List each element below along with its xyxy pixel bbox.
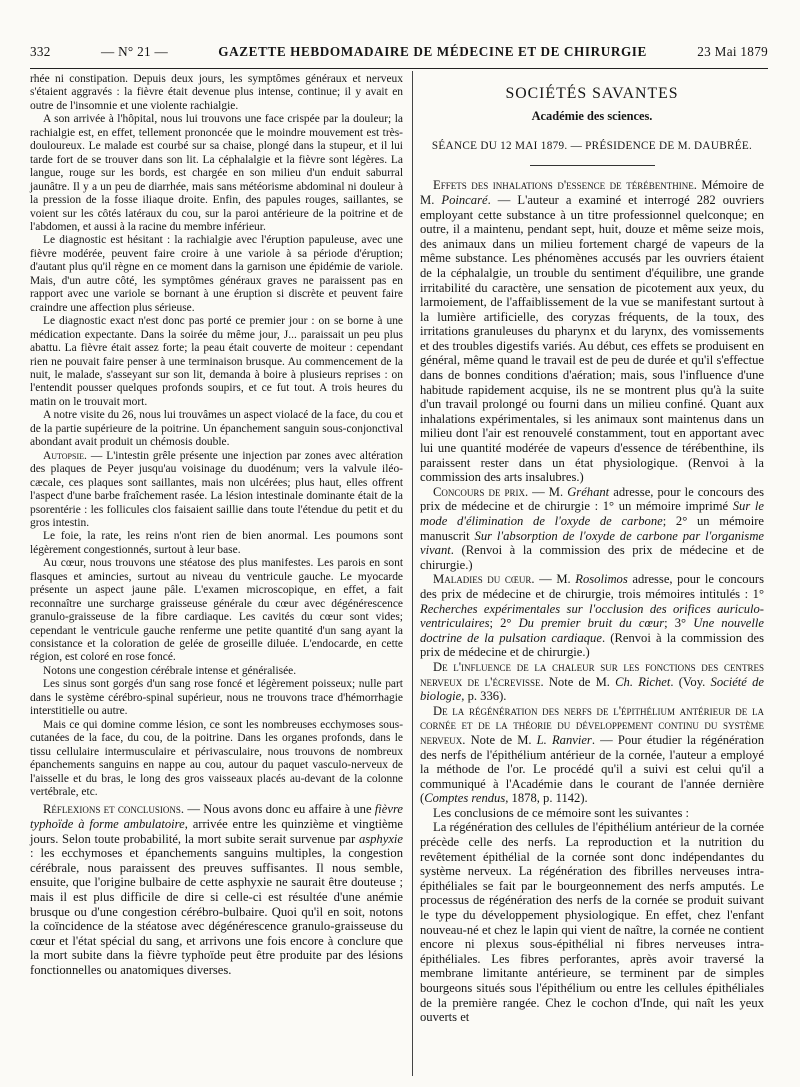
page-number: 332	[30, 44, 51, 59]
paragraph	[30, 450, 403, 531]
journal-title: GAZETTE HEBDOMADAIRE DE MÉDECINE ET DE CHIRURGIE	[218, 44, 647, 59]
paragraph: rhée ni constipation. Depuis deux jours, les symptômes généraux et nerveux s'étaient aggravés : la fièvre était devenue plus intense, continue; il y avait en outre de l'insomnie et une violente rachialgie.	[30, 73, 403, 112]
report-entry: Effets des inhalations d'essence de térébenthine. Mémoire de M. Poincaré. — L'auteur a examiné et interrogé 282 ouvriers employant cette substance à un titre professionnel quelconque; en outre, il a maintenu, pendant sept, huit, douze et même seize mois, des animaux dans un milieu fortement chargé de vapeurs de la même substance. Les phénomènes accusés par les ouvriers étaient de la céphalalgie, un trouble du sentiment d'équilibre, une grande irritabilité du caractère, une sensation de picotement aux yeux, du larmoiement, de l'affaiblissement de la vue se manifestant surtout à la lumière artificielle, des coryzas fréquents, de la toux, des irritations granuleuses du pharynx et du larynx, des vomissements et des troubles digestifs variés. Au début, ces effets se produisent en général, même quand le travail est de peu de durée et qu'il s'effectue dans de bonnes conditions d'aération; mais, sous l'influence d'une habitude rapidement acquise, ils ne se montrent plus qu'à la suite d'un travail prolongé ou fourni dans un milieu confiné. Quant aux inhalations expérimentales, si les animaux sont maintenus dans un milieu dont l'air est renouvelé constamment, tout en apportant avec lui une quantité modérée de vapeurs d'essence de térébenthine, ils paraissent rester dans un état physiologique. (Renvoi à la commission des arts insalubres.)	[420, 178, 764, 485]
paragraph: Le diagnostic exact n'est donc pas porté ce premier jour : on se borne à une médication expectante. Dans la soirée du même jour, J... paraissait un peu plus abattu. La fièvre était assez forte; la peau était couverte de moiteur : cependant rien ne pouvait faire penser à une terminaison brusque. Au commencement de la nuit, le malade, s'asseyant sur son lit, demanda à boire à plusieurs reprises : on l'entendit pousser quelques profonds soupirs, et ce fut tout. A trois heures du matin on le trouvait mort.	[30, 315, 403, 408]
paragraph: Notons une congestion cérébrale intense et généralisée.	[43, 664, 297, 677]
paragraph: Les conclusions de ce mémoire sont les suivantes :	[433, 805, 690, 820]
academy-heading: Académie des sciences.	[531, 109, 653, 124]
paragraph: A notre visite du 26, nous lui trouvâmes un aspect violacé de la face, du cou et de la partie supérieure de la poitrine. Un épanchement sanguin sous-conjonctival abondant avait produit un chémosis double.	[30, 409, 403, 449]
report-entry: Maladies du cœur. — M. Rosolimos adresse, pour le concours des prix de médecine et de chirurgie, trois mémoires intitulés : 1° Recherches expérimentales sur l'occlusion des orifices auriculo-ventriculaires; 2° Du premier bruit du cœur; 3° Une nouvelle doctrine de la pulsation cardiaque. (Renvoi à la commission des prix de médecine et de chirurgie.)	[420, 572, 764, 660]
issue-date: 23 Mai 1879	[697, 44, 768, 59]
report-entry: Concours de prix. — M. Gréhant adresse, pour le concours des prix de médecine et de chirurgie : 1° un mémoire imprimé Sur le mode d'élimination de l'oxyde de carbone; 2° un mémoire manuscrit Sur l'absorption de l'oxyde de carbone par l'organisme vivant. (Renvoi à la commission des prix de médecine et de chirurgie.)	[420, 484, 765, 572]
paragraph: La régénération des cellules de l'épithélium antérieur de la cornée précède celle des nerfs. La reproduction et la nutrition du revêtement épithélial de la cornée sont donc indépendantes du système nerveux. La régénération des fibrilles nerveuses intra-épithéliales se fait par le bourgeonnement des nerfs amputés. Le processus de régénération des nerfs de la cornée se produit suivant le type du développement physiologique. En effet, chez l'enfant nouveau-né et chez le lapin qui vient de naître, la cornée ne contient encore ni plexus sous-épithélial ni fibres nerveuses intra-épithéliales. Les fibres perforantes, après avoir traversé la membrane limitante antérieure, se terminent par de simples bourgeons situés sous l'épithélium ou entre les cellules épithéliales de la première rangée. Chez le cochon d'Inde, qui naît les yeux ouverts et	[420, 820, 764, 1025]
section-title: SOCIÉTÉS SAVANTES	[505, 85, 679, 102]
report-entry: De l'influence de la chaleur sur les fonctions des centres nerveux de l'écrevisse. Note de M. Ch. Richet. (Voy. Société de biologie, p. 336).	[420, 659, 764, 704]
author-name: L. Ranvier	[536, 732, 592, 747]
paragraph: Mais ce qui domine comme lésion, ce sont les nombreuses ecchymoses sous-cutanées de la face, du cou, de la poitrine. Dans les organes profonds, dans le tissu cellulaire intermusculaire et périvasculaire, nous trouvons de nombreux épanchements sanguins en nappe au cou, autour du paquet vasculo-nerveux de l'aisselle et du bras, le long des gros vaisseaux placés au-devant de la colonne vertébrale, etc.	[30, 718, 403, 799]
author-name: Poincaré	[441, 192, 488, 207]
paragraph: Le diagnostic est hésitant : la rachialgie avec l'éruption papuleuse, avec une fièvre modérée, peuvent faire croire à une variole à sa période d'éruption; d'autant plus qu'il règne en ce moment dans la garnison une épidémie de variole. Mais, d'un autre côté, les symptômes généraux graves ne paraissent pas en rapport avec une variole se bornant à une éruption si discrète et peuvent faire craindre une affection plus sérieuse.	[30, 234, 403, 314]
paragraph-text: — L'intestin grêle présente une injection par zones avec altération des plaques de Peyer jusqu'au voisinage du duodénum; vers la valvule iléo-cæcale, ces plaques sont saillantes, mais non ulcérées; plus haut, elles offrent l'aspect d'une barbe fraîchement rasée. La lésion intestinale dominante était de la psorentérie : les follicules clos faisaient saillie dans toute l'étendue du petit et du gros intestin.	[30, 449, 403, 529]
author-name: Gréhant	[567, 484, 610, 499]
paragraph: Au cœur, nous trouvons une stéatose des plus manifestes. Les parois en sont flasques et amincies, surtout au niveau du ventricule gauche. Le myocarde présente un aspect jaune pâle. L'examen microscopique, en effet, a fait reconnaître une surcharge graisseuse générale du cœur avec dégénérescence granulo-graisseuse de la fibre cardiaque. Les cavités du cœur sont vides; cependant le ventricule gauche renferme une petite quantité d'un sang ayant la consistance et la coloration de gelée de groseille diluée. L'endocarde, en cette région, est coloré en rose foncé.	[30, 557, 403, 664]
running-header	[30, 44, 768, 66]
paragraph: A son arrivée à l'hôpital, nous lui trouvons une face crispée par la douleur; la rachialgie est, en effet, tellement prononcée que le moindre mouvement est très-douloureux. Le malade est courbé sur sa chaise, plongé dans la stupeur, et il lui tarde fort de se trouver dans son lit. La céphalalgie et la fièvre sont légères. La langue, rouge sur les bords, est chargée en son milieu d'un enduit saburral jaunâtre. Il y a un peu de diarrhée, mais sans météorisme abdominal ni douleur à la pression de la fosse iliaque droite. Enfin, des papules rouges, saillantes, se voient sur les côtés latéraux du cou, sur la paroi antérieure de la poitrine et de l'abdomen, et aussi à la racine du membre inférieur.	[30, 113, 403, 233]
paragraph: Les sinus sont gorgés d'un sang rose foncé et légèrement poisseux; nulle part dans le système cérébro-spinal supérieur, nous ne trouvons trace d'hémorrhagie interstitielle ou autre.	[30, 678, 403, 718]
reflexions-label: Réflexions et conclusions.	[43, 802, 185, 817]
author-name: Ch. Richet	[615, 674, 671, 689]
seance-heading: SÉANCE DU 12 MAI 1879. — PRÉSIDENCE DE M. DAUBRÉE.	[431, 139, 753, 152]
issue-number: — N° 21 —	[101, 44, 168, 59]
report-entry: De la régénération des nerfs de l'épithélium antérieur de la cornée et de la théorie du développement continu du système nerveux. Note de M. L. Ranvier. — Pour étudier la régénération des nerfs de l'épithélium antérieur de la cornée, l'auteur a employé la méthode de l'or. Le procédé qu'il a suivi est celui qu'il a communiqué à l'Académie dans le courant de l'année dernière (Comptes rendus, 1878, p. 1142).	[420, 703, 764, 806]
conclusions-paragraph: Réflexions et conclusions. — Nous avons donc eu affaire à une fièvre typhoïde à forme ambulatoire, arrivée entre les quinzième et vingtième jours. Selon toute probabilité, la mort subite serait survenue par asphyxie : les ecchymoses et épanchements sanguins multiples, la congestion cérébrale, nous paraissent des preuves suffisantes. Il nous semble, ensuite, que l'origine bulbaire de cette asphyxie ne saurait être douteuse ; mais il est plus difficile de dire si celle-ci est résultée d'une anémie brusque ou d'une congestion cérébro-bulbaire. Quoi qu'il en soit, notons la coïncidence de la stéatose avec dégénérescence granulo-graisseuse du cœur et l'état spécial du sang, et arrivons une fois encore à conclure que la mort subite dans la fièvre typhoïde peut être produite par des lésions fonctionnelles ou anatomiques diverses.	[30, 802, 403, 977]
right-column	[420, 73, 764, 1025]
autopsie-label: Autopsie.	[43, 449, 87, 462]
section-rule	[530, 165, 655, 166]
column-divider	[412, 71, 413, 1076]
left-column	[30, 73, 403, 978]
author-name: Rosolimos	[575, 572, 628, 587]
paragraph: Le foie, la rate, les reins n'ont rien de bien anormal. Les poumons sont légèrement congestionnés, surtout à leur base.	[30, 530, 403, 556]
header-rule	[30, 68, 768, 69]
